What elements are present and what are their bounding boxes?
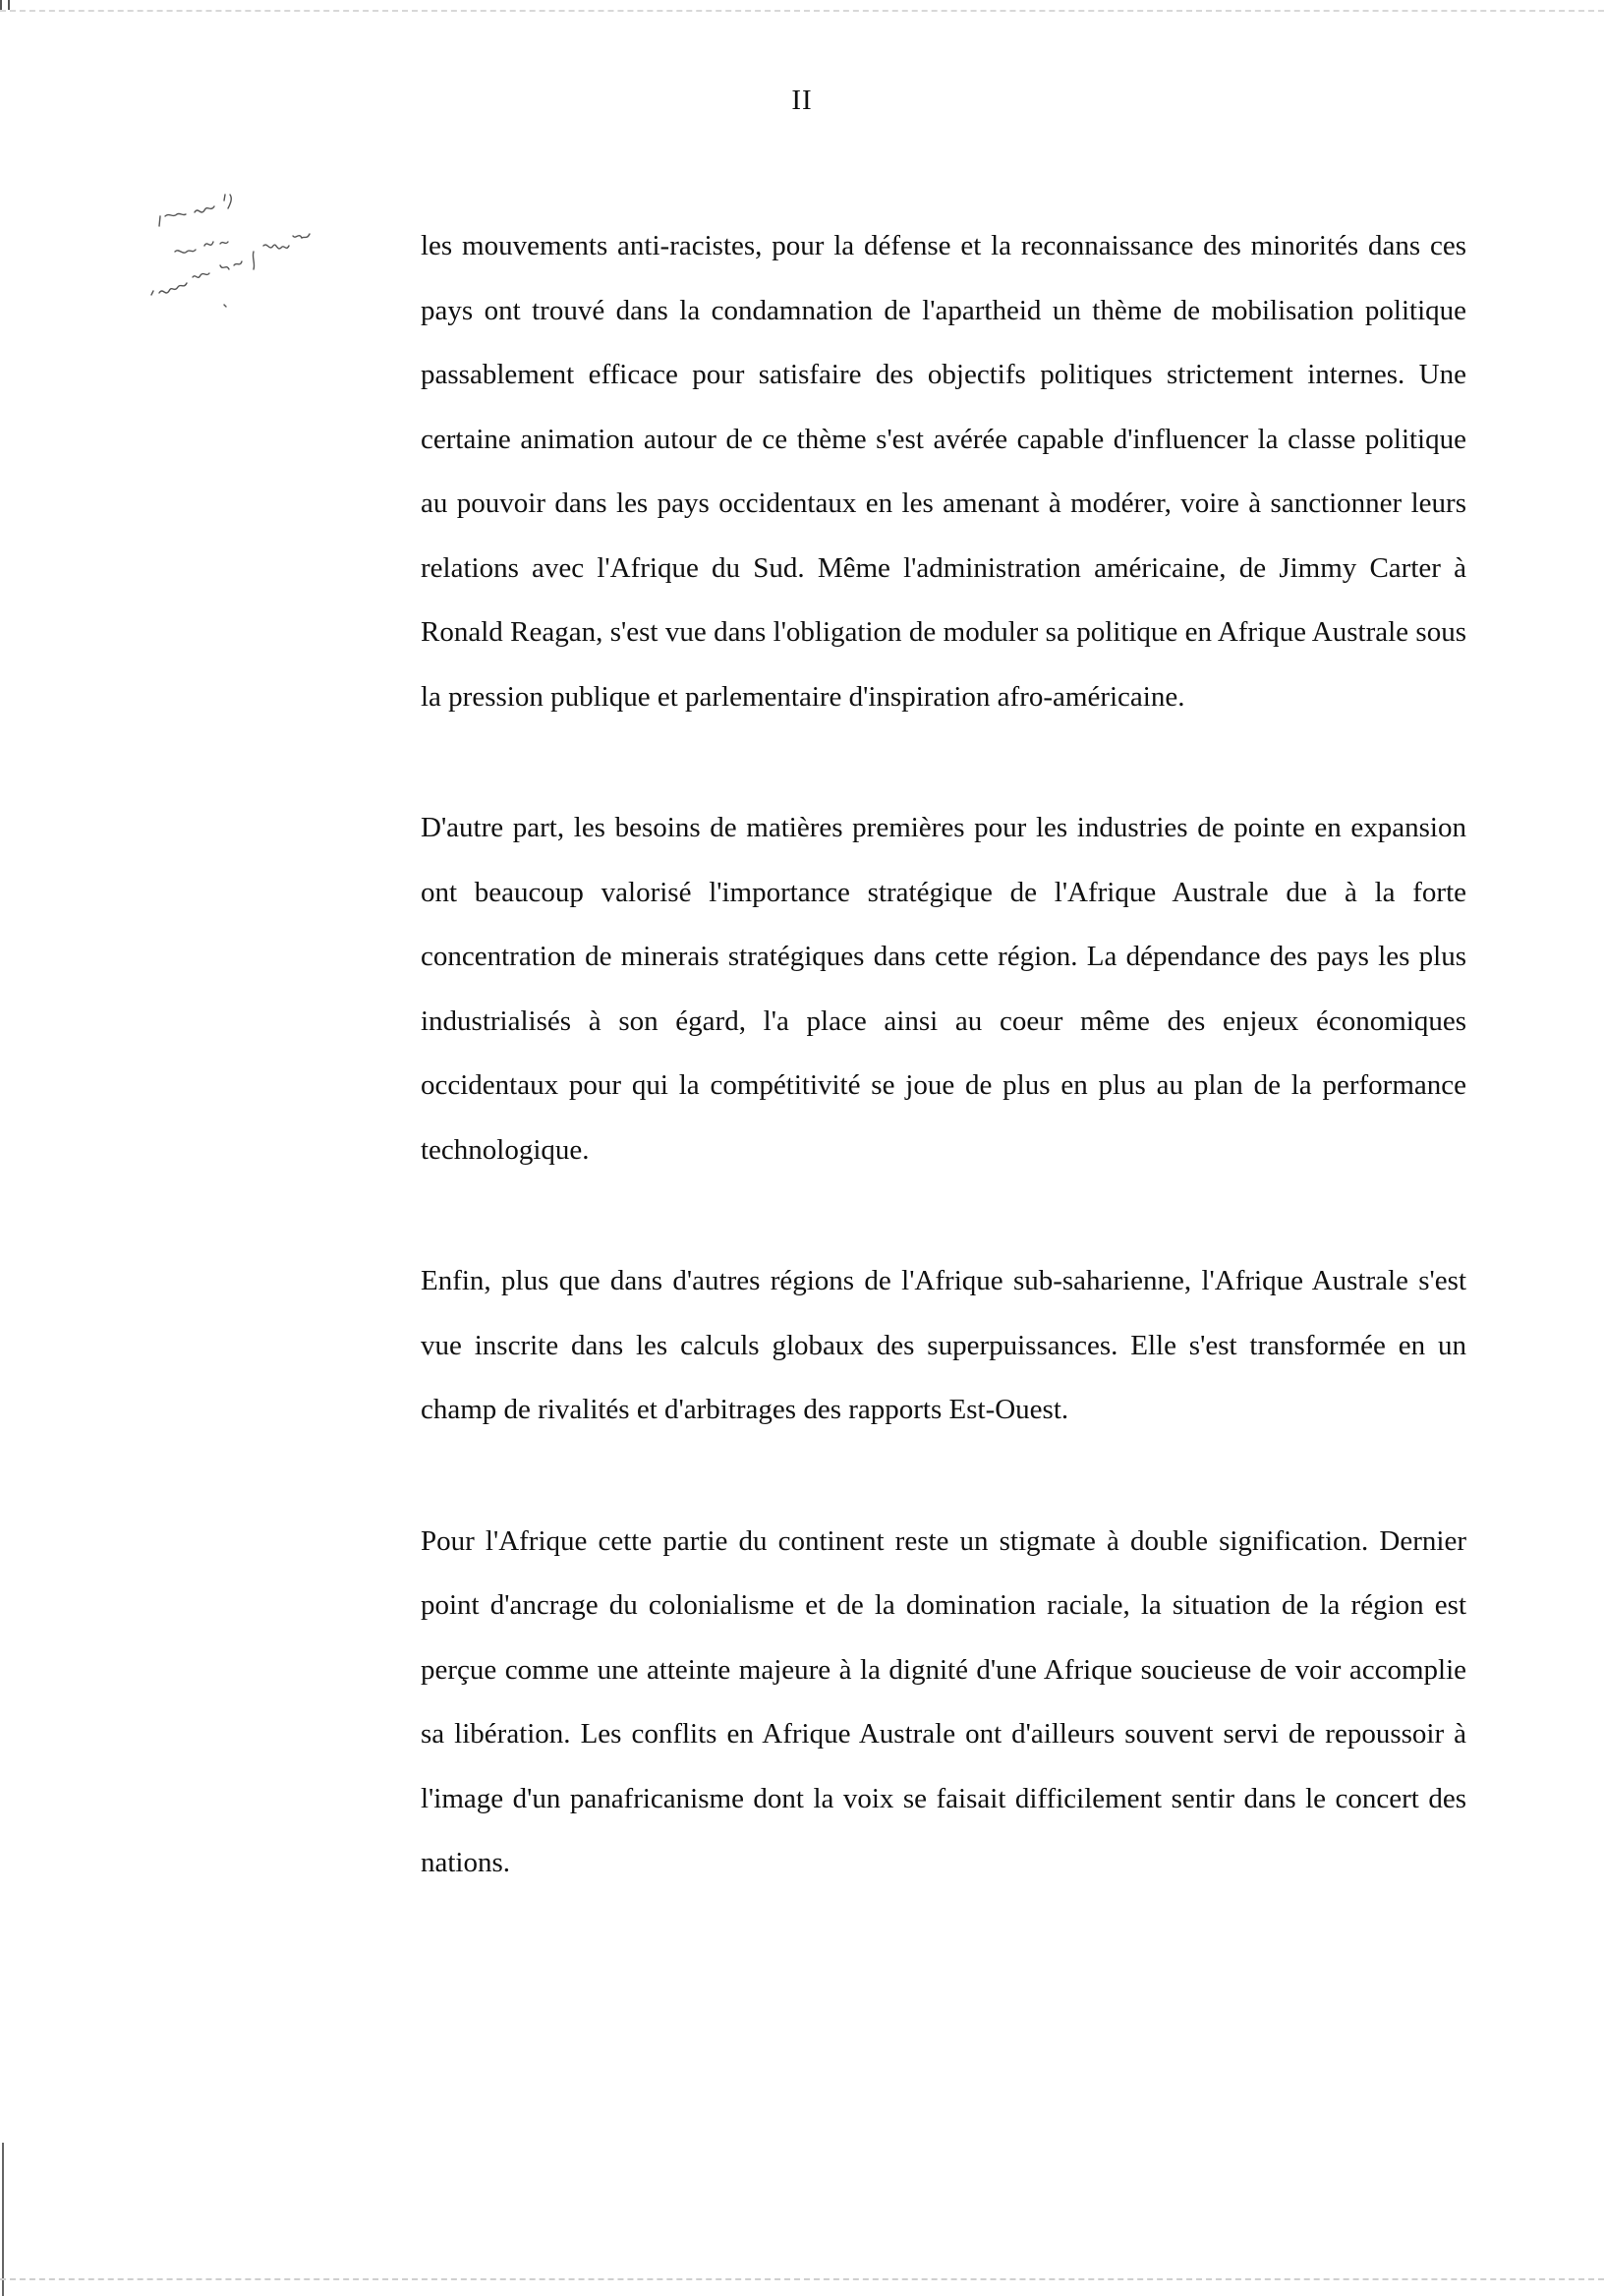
page-number: II: [791, 85, 813, 116]
handwritten-margin-note: [145, 187, 381, 354]
body-text: [421, 214, 1466, 1896]
paragraph: Pour l'Afrique cette partie du continent reste un stigmate à double signification. Dernier point d'ancrage du colonialisme et de la domination raciale, la situation de la région est perçue comme une atteinte majeure à la dignité d'une Afrique soucieuse de voir accomplie sa libération. Les conflits en Afrique Australe ont d'ailleurs souvent servi de repoussoir à l'image d'un panafricanisme dont la voix se faisait difficilement sentir dans le concert des nations.: [421, 1524, 1466, 1878]
paragraph: Enfin, plus que dans d'autres régions de l'Afrique sub-saharienne, l'Afrique Australe s'est vue inscrite dans les calculs globaux des superpuissances. Elle s'est transformée en un champ de rivalités et d'arbitrages des rapports Est-Ouest.: [421, 1265, 1466, 1425]
scan-bottom-edge: [0, 2278, 1604, 2282]
scan-top-edge: [0, 10, 1604, 14]
paragraph: les mouvements anti-racistes, pour la défense et la reconnaissance des minorités dans ces pays ont trouvé dans la condamnation de l'apartheid un thème de mobilisation politique passablement efficace pour satisfaire des objectifs politiques strictement internes. Une certaine animation autour de ce thème s'est avérée capable d'influencer la classe politique au pouvoir dans les pays occidentaux en les amenant à modérer, voire à sanctionner leurs relations avec l'Afrique du Sud. Même l'administration américaine, de Jimmy Carter à Ronald Reagan, s'est vue dans l'obligation de moduler sa politique en Afrique Australe sous la pression publique et parlementaire d'inspiration afro-américaine.: [421, 230, 1466, 713]
scan-mark: [0, 0, 10, 10]
scan-left-edge: [2, 2143, 4, 2296]
paragraph: D'autre part, les besoins de matières premières pour les industries de pointe en expansion ont beaucoup valorisé l'importance stratégique de l'Afrique Australe due à la forte concentration de minerais stratégiques dans cette région. La dépendance des pays les plus industrialisés à son égard, l'a place ainsi au coeur même des enjeux économiques occidentaux pour qui la compétitivité se joue de plus en plus au plan de la performance technologique.: [421, 812, 1466, 1166]
